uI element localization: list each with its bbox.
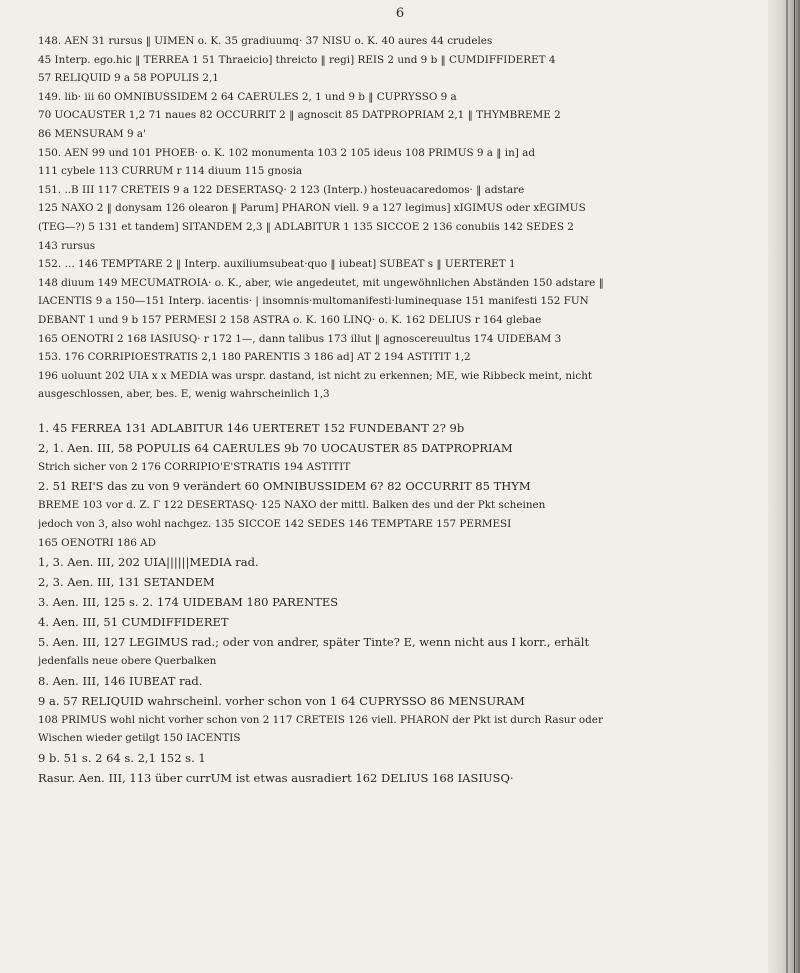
text-line: 152. … 146 TEMPTARE 2 ‖ Interp. auxiliumsubeat·quo ‖ iubeat] SUBEAT s ‖ UERTERET 1 [38,258,516,271]
text-line: jedoch von 3, also wohl nachgez. 135 SICCOE 142 SEDES 146 TEMPTARE 157 PERMESI [38,518,512,531]
text-line: 153. 176 CORRIPIOESTRATIS 2,1 180 PARENTIS 3 186 ad] AT 2 194 ASTITIT 1,2 [38,351,471,364]
text-line: Rasur. Aen. III, 113 über currUM ist etwas ausradiert 162 DELIUS 168 IASIUSQ· [38,771,514,786]
text-line: 8. Aen. III, 146 IUBEAT rad. [38,673,203,688]
text-line: 111 cybele 113 CURRUM r 114 diuum 115 gnosia [38,165,303,178]
text-line: IACENTIS 9 a 150—151 Interp. iacentis· | insomnis·multomanifesti·luminequase 151 manifesti 152 FUN [38,295,589,308]
text-line: 9 b. 51 s. 2 64 s. 2,1 152 s. 1 [38,751,206,766]
text-line: Strich sicher von 2 176 CORRIPIO'E'STRATIS 194 ASTITIT [38,460,351,473]
text-line: 1, 3. Aen. III, 202 UIA||||||MEDIA rad. [38,555,259,570]
text-line: 108 PRIMUS wohl nicht vorher schon von 2 117 CRETEIS 126 viell. PHARON der Pkt ist durch Rasur oder [38,713,603,726]
text-line: 2. 51 REI'S das zu von 9 verändert 60 OMNIBUSSIDEM 6? 82 OCCURRIT 85 THYM [38,479,531,494]
page [38,4,762,788]
text-line: 9 a. 57 RELIQUID wahrscheinl. vorher schon von 1 64 CUPRYSSO 86 MENSURAM [38,693,525,708]
text-line: 143 rursus [38,239,96,252]
text-line: 125 NAXO 2 ‖ donysam 126 olearon ‖ Parum] PHARON viell. 9 a 127 legimus] xIGIMUS oder xEGIMUS [38,202,586,215]
text-line: 1. 45 FERREA 131 ADLABITUR 146 UERTERET 152 FUNDEBANT 2? 9b [38,420,465,435]
section-gap [38,404,762,418]
text-line: 86 MENSURAM 9 a' [38,127,146,140]
text-line: 45 Interp. ego.hic ‖ TERREA 1 51 Thraeicio] threicto ‖ regi] REIS 2 und 9 b ‖ CUMDIFFIDERET 4 [38,53,556,66]
text-line: BREME 103 vor d. Z. Γ 122 DESERTASQ· 125 NAXO der mittl. Balken des und der Pkt scheinen [38,499,546,512]
text-line: 2, 1. Aen. III, 58 POPULIS 64 CAERULES 9b 70 UOCAUSTER 85 DATPROPRIAM [38,440,513,455]
text-line: 165 OENOTRI 186 AD [38,536,156,549]
text-line: 149. lib· iii 60 OMNIBUSSIDEM 2 64 CAERULES 2, 1 und 9 b ‖ CUPRYSSO 9 a [38,90,457,103]
text-line: 5. Aen. III, 127 LEGIMUS rad.; oder von andrer, später Tinte? E, wenn nicht aus I korr., erhält [38,635,590,650]
text-line: 2, 3. Aen. III, 131 SETANDEM [38,575,215,590]
text-line: 148 diuum 149 MECUMATROIA· o. K., aber, wie angedeutet, mit ungewöhnlichen Abständen 150 adstare ‖ [38,276,604,289]
text-line: 148. AEN 31 rursus ‖ UIMEN o. K. 35 gradiuumq· 37 NISU o. K. 40 aures 44 crudeles [38,35,493,47]
text-line: (TEG—?) 5 131 et tandem] SITANDEM 2,3 ‖ ADLABITUR 1 135 SICCOE 2 136 conubiis 142 SEDES 2 [38,220,574,233]
text-line: 151. ..B III 117 CRETEIS 9 a 122 DESERTASQ· 2 123 (Interp.) hosteuacaredomos· ‖ adstare [38,183,525,196]
text-line: 70 UOCAUSTER 1,2 71 naues 82 OCCURRIT 2 ‖ agnoscit 85 DATPROPRIAM 2,1 ‖ THYMBREME 2 [38,109,561,122]
text-line: jedenfalls neue obere Querbalken [38,655,217,668]
text-line: 4. Aen. III, 51 CUMDIFFIDERET [38,615,229,630]
page-number: 6 [395,6,405,21]
text-line: Wischen wieder getilgt 150 IACENTIS [38,732,241,745]
text-line: ausgeschlossen, aber, bes. E, wenig wahrscheinlich 1,3 [38,388,330,401]
text-line: 196 uoluunt 202 UIA x x MEDIA was urspr. dastand, ist nicht zu erkennen; ME, wie Ribbeck meint, nicht [38,369,593,382]
text-line: 3. Aen. III, 125 s. 2. 174 UIDEBAM 180 PARENTES [38,595,339,610]
book-binding-edge [768,0,800,973]
text-line: 57 RELIQUID 9 a 58 POPULIS 2,1 [38,72,219,85]
text-line: DEBANT 1 und 9 b 157 PERMESI 2 158 ASTRA o. K. 160 LINQ· o. K. 162 DELIUS r 164 glebae [38,313,542,326]
text-line: 165 OENOTRI 2 168 IASIUSQ· r 172 1—, dann talibus 173 illut ‖ agnoscereuultus 174 UIDEBAM 3 [38,332,562,345]
text-line: 150. AEN 99 und 101 PHOEB· o. K. 102 monumenta 103 2 105 ideus 108 PRIMUS 9 a ‖ in] ad [38,146,535,159]
